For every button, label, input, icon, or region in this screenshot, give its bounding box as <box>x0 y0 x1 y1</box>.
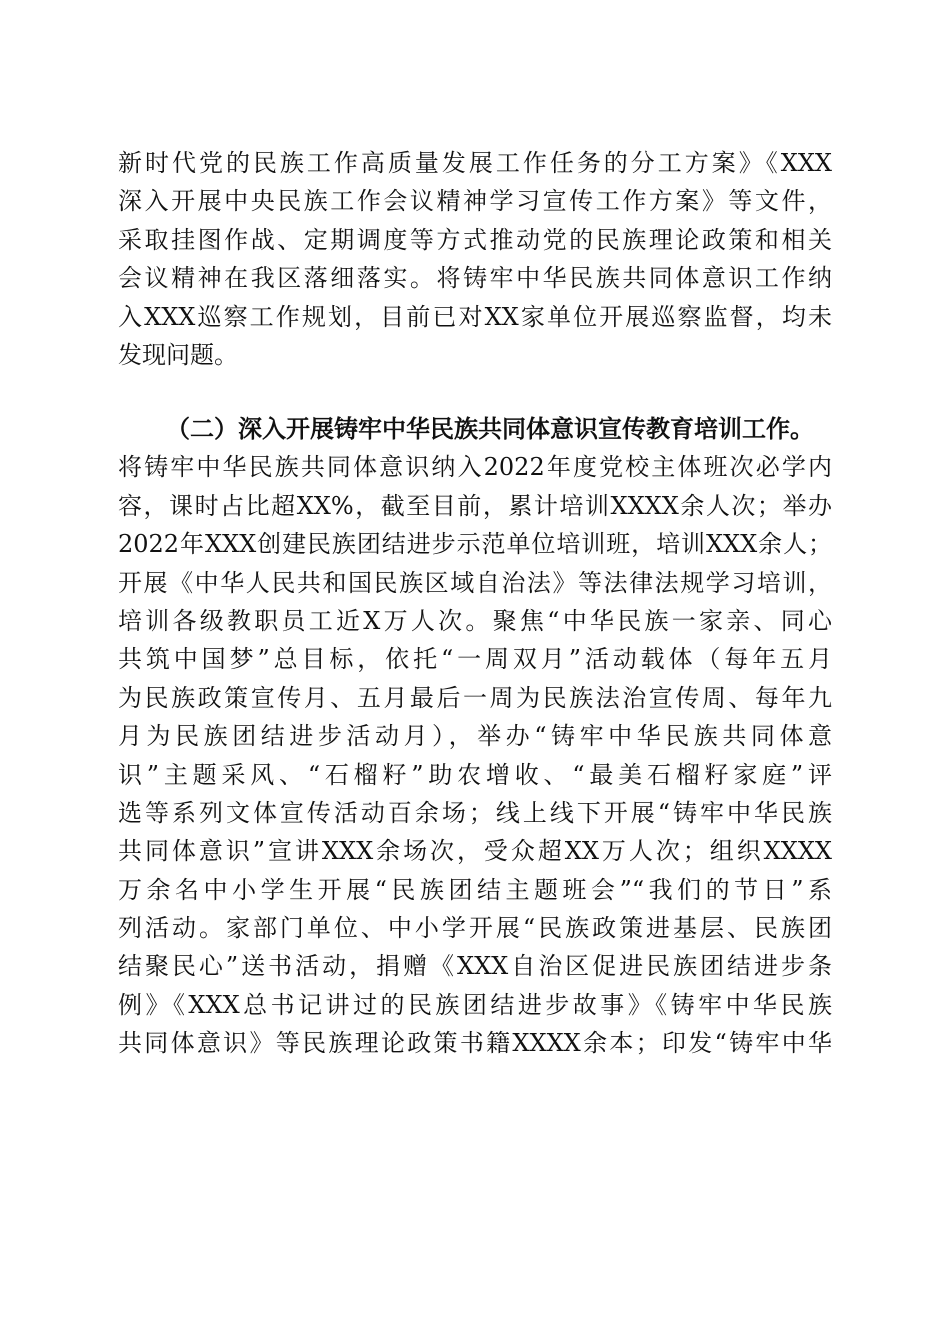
section-2-line: 共同体意识》等民族理论政策书籍XXXX余本；印发“铸牢中华 <box>118 1029 832 1058</box>
section-2-line: 万余名中小学生开展“民族团结主题班会”“我们的节日”系 <box>118 875 832 904</box>
section-2-line: 开展《中华人民共和国民族区域自治法》等法律法规学习培训， <box>118 568 832 597</box>
section-2-heading: （二）深入开展铸牢中华民族共同体意识宣传教育培训工作。 <box>166 414 814 443</box>
paragraph-1-line: 会议精神在我区落细落实。将铸牢中华民族共同体意识工作纳 <box>118 264 832 293</box>
paragraph-1-line: 入XXX巡察工作规划，目前已对XX家单位开展巡察监督，均未 <box>118 302 832 331</box>
paragraph-1-line: 新时代党的民族工作高质量发展工作任务的分工方案》《XXX <box>118 149 832 177</box>
section-2-line: 将铸牢中华民族共同体意识纳入2022年度党校主体班次必学内 <box>118 453 832 482</box>
section-2 <box>118 410 832 1063</box>
paragraph-1-line: 深入开展中央民族工作会议精神学习宣传工作方案》等文件， <box>118 187 832 216</box>
section-2-line: 容，课时占比超XX%，截至目前，累计培训XXXX余人次；举办 <box>118 491 832 520</box>
section-2-line: 选等系列文体宣传活动百余场；线上线下开展“铸牢中华民族 <box>118 798 832 827</box>
section-2-line: 月为民族团结进步活动月），举办“铸牢中华民族共同体意 <box>118 722 832 751</box>
section-2-line: 识”主题采风、“石榴籽”助农增收、“最美石榴籽家庭”评 <box>118 760 832 789</box>
paragraph-1-line: 发现问题。 <box>118 340 238 369</box>
paragraph-1 <box>118 144 832 374</box>
section-2-line: 培训各级教职员工近X万人次。聚焦“中华民族一家亲、同心 <box>118 606 832 635</box>
section-2-line: 2022年XXX创建民族团结进步示范单位培训班，培训XXX余人； <box>118 530 832 559</box>
section-2-line: 列活动。家部门单位、中小学开展“民族政策进基层、民族团 <box>118 914 832 943</box>
section-2-line: 为民族政策宣传月、五月最后一周为民族法治宣传周、每年九 <box>118 683 832 712</box>
section-2-line: 共筑中国梦”总目标，依托“一周双月”活动载体（每年五月 <box>118 645 832 674</box>
section-2-line: 结聚民心”送书活动，捐赠《XXX自治区促进民族团结进步条 <box>118 952 832 981</box>
section-2-line: 共同体意识”宣讲XXX余场次，受众超XX万人次；组织XXXX <box>118 837 832 866</box>
section-2-line: 例》《XXX总书记讲过的民族团结进步故事》《铸牢中华民族 <box>118 990 832 1019</box>
paragraph-1-line: 采取挂图作战、定期调度等方式推动党的民族理论政策和相关 <box>118 225 832 254</box>
